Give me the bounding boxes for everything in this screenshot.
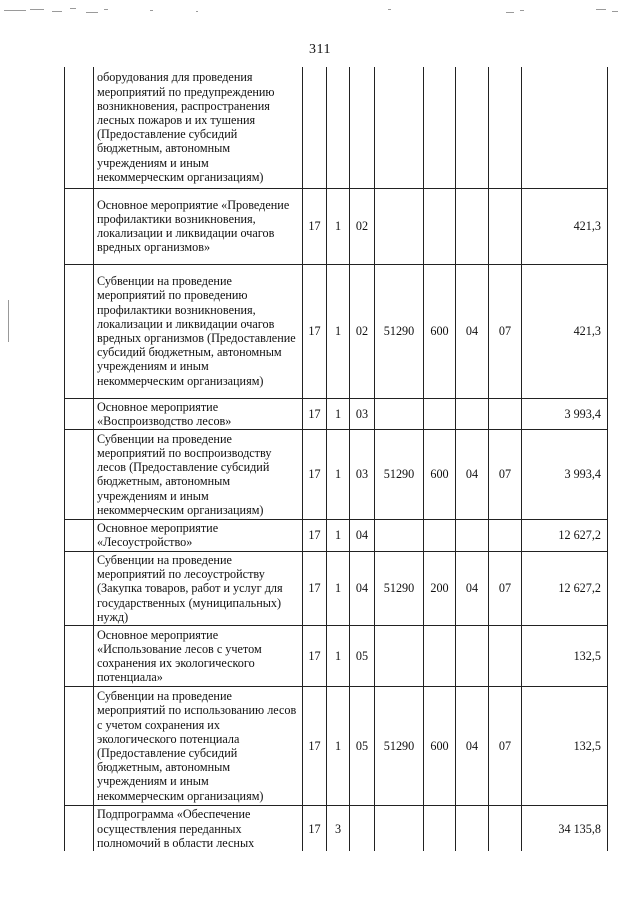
program-code: 17 [303,686,327,805]
amount: 12 627,2 [522,551,608,625]
expense-type-code: 600 [424,264,456,398]
section-code: 04 [456,264,489,398]
subprogram-code: 1 [327,429,350,519]
subsection-code: 07 [489,429,522,519]
margin-cell [65,429,94,519]
expense-type-code [424,188,456,264]
activity-code: 02 [350,264,375,398]
expense-type-code [424,67,456,188]
program-code: 17 [303,264,327,398]
table-row [65,625,608,686]
program-code: 17 [303,429,327,519]
amount: 132,5 [522,625,608,686]
section-code [456,67,489,188]
program-code: 17 [303,188,327,264]
section-code [456,625,489,686]
table-row [65,551,608,625]
expense-type-code [424,519,456,551]
subsection-code [489,67,522,188]
subsection-code [489,188,522,264]
program-code: 17 [303,625,327,686]
margin-cell [65,519,94,551]
subsection-code: 07 [489,686,522,805]
amount: 132,5 [522,686,608,805]
expense-type-code [424,805,456,851]
margin-cell [65,805,94,851]
activity-code: 05 [350,625,375,686]
page-number: 311 [309,42,331,57]
section-code [456,398,489,429]
subprogram-code: 1 [327,264,350,398]
margin-cell [65,686,94,805]
item-name: Основное мероприятие «Проведение профилактики возникновения, локализации и ликвидации очагов вредных организмов» [94,188,303,264]
activity-code: 04 [350,551,375,625]
section-code [456,519,489,551]
subprogram-code: 1 [327,519,350,551]
activity-code: 03 [350,398,375,429]
table-row [65,264,608,398]
margin-cell [65,625,94,686]
subprogram-code: 3 [327,805,350,851]
section-code [456,188,489,264]
subsection-code [489,625,522,686]
direction-code [375,188,424,264]
subprogram-code: 1 [327,188,350,264]
section-code: 04 [456,551,489,625]
program-code: 17 [303,519,327,551]
scan-noise [0,0,640,30]
program-code: 17 [303,551,327,625]
expense-type-code: 200 [424,551,456,625]
direction-code [375,519,424,551]
margin-cell [65,264,94,398]
item-name: Основное мероприятие «Лесоустройство» [94,519,303,551]
subsection-code [489,805,522,851]
table-row [65,188,608,264]
expense-type-code: 600 [424,429,456,519]
item-name: Субвенции на проведение мероприятий по использованию лесов с учетом сохранения их экологического потенциала (Предоставление субсидий бюджетным, автономным учреждениям и иным некоммерческим организациям) [94,686,303,805]
subsection-code [489,519,522,551]
item-name: Субвенции на проведение мероприятий по проведению профилактики возникновения, локализации и ликвидации очагов вредных организмов (Предоставление субсидий бюджетным, автономным учреждениям и иным некоммерческим организациям) [94,264,303,398]
expense-type-code [424,398,456,429]
direction-code: 51290 [375,264,424,398]
subprogram-code: 1 [327,551,350,625]
table-row [65,398,608,429]
direction-code: 51290 [375,429,424,519]
subsection-code: 07 [489,551,522,625]
scan-margin-mark [8,300,9,342]
margin-cell [65,398,94,429]
subprogram-code: 1 [327,686,350,805]
amount: 421,3 [522,188,608,264]
activity-code: 02 [350,188,375,264]
amount: 12 627,2 [522,519,608,551]
item-name: Основное мероприятие «Использование лесов с учетом сохранения их экологического потенциала» [94,625,303,686]
direction-code: 51290 [375,686,424,805]
budget-table [64,67,608,851]
subsection-code: 07 [489,264,522,398]
section-code: 04 [456,686,489,805]
activity-code [350,805,375,851]
program-code: 17 [303,398,327,429]
table-row [65,519,608,551]
margin-cell [65,188,94,264]
margin-cell [65,67,94,188]
item-name: Подпрограмма «Обеспечение осуществления переданных полномочий в области лесных [94,805,303,851]
section-code [456,805,489,851]
subsection-code [489,398,522,429]
table-row [65,686,608,805]
amount: 421,3 [522,264,608,398]
item-name: оборудования для проведения мероприятий по предупреждению возникновения, распространения лесных пожаров и их тушения (Предоставление субсидий бюджетным, автономным учреждениям и иным некоммерческим организациям) [94,67,303,188]
amount: 34 135,8 [522,805,608,851]
amount: 3 993,4 [522,429,608,519]
direction-code [375,398,424,429]
direction-code: 51290 [375,551,424,625]
program-code: 17 [303,805,327,851]
table-row [65,805,608,851]
table-row [65,67,608,188]
direction-code [375,67,424,188]
subprogram-code: 1 [327,398,350,429]
subprogram-code [327,67,350,188]
direction-code [375,625,424,686]
table-row [65,429,608,519]
expense-type-code [424,625,456,686]
margin-cell [65,551,94,625]
section-code: 04 [456,429,489,519]
amount: 3 993,4 [522,398,608,429]
activity-code: 05 [350,686,375,805]
item-name: Субвенции на проведение мероприятий по воспроизводству лесов (Предоставление субсидий бюджетным, автономным учреждениям и иным некоммерческим организациям) [94,429,303,519]
expense-type-code: 600 [424,686,456,805]
amount [522,67,608,188]
item-name: Субвенции на проведение мероприятий по лесоустройству (Закупка товаров, работ и услуг для государственных (муниципальных) нужд) [94,551,303,625]
activity-code [350,67,375,188]
item-name: Основное мероприятие «Воспроизводство лесов» [94,398,303,429]
activity-code: 03 [350,429,375,519]
activity-code: 04 [350,519,375,551]
direction-code [375,805,424,851]
program-code [303,67,327,188]
subprogram-code: 1 [327,625,350,686]
